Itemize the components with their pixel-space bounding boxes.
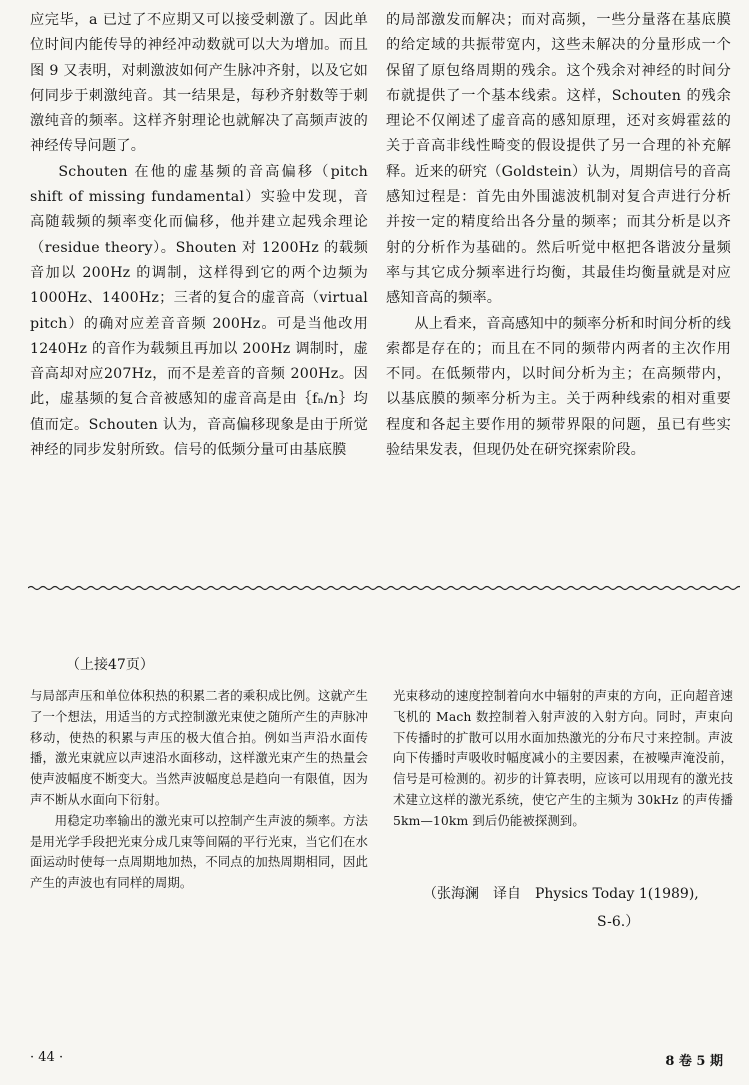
page-number: · 44 · — [30, 1050, 64, 1065]
paragraph: 的局部激发而解决；而对高频，一些分量落在基底膜的给定域的共振带宽内，这些未解决的分量形成一个保留了原包络周期的残余。这个残余对神经的时间分布就提供了一个基本线索。这样，Schouten 的残余理论不仅阐述了虚音高的感知原理，还对亥姆霍兹的关于音高非线性畸变的假设提供了另一合理的补充解释。近来的研究（Goldstein）认为，周期信号的音高感知过程是：首先由外围滤波机制对复合声进行分析并按一定的精度给出各分量的频率；而其分析是以齐射的分析作为基础的。然后听觉中枢把各谐波分量频率与其它成分频率进行均衡，其最佳均衡量就是对应感知音高的频率。 — [386, 12, 731, 307]
upper-left-column — [30, 8, 368, 463]
paragraph: 与局部声压和单位体积热的积累二者的乘积成比例。这就产生了一个想法，用适当的方式控制激光束使之随所产生的声脉冲移动，使热的积累与声压的极大值合拍。例如当声沿水面传播，激光束就应以声速沿水面移动，这样激光束产生的热量会使声波幅度不断变大。当然声波幅度总是趋向一有限值，因为声不断从水面向下衍射。 — [30, 688, 368, 807]
issue-label: 8 卷 5 期 — [665, 1054, 723, 1069]
lower-right-column — [393, 686, 733, 832]
paragraph: Schouten 在他的虚基频的音高偏移（pitch shift of missing fundamental）实验中发现，音高随载频的频率变化而偏移，他并建立起残余理论（residue theory）。Shouten 对 1200Hz 的载频音加以 200Hz 的调制，这样得到它的两个边频为 1000Hz、1400Hz；三者的复合的虚音高（virtual pitch）的确对应差音音频 200Hz。可是当他改用 1240Hz 的音作为载频且再加以 200Hz 调制时，虚音高却对应207Hz，而不是差音的音频 200Hz。因此，虚基频的复合音被感知的虚音高是由｛fₙ/n｝均值而定。Schouten 认为，音高偏移现象是由于所觉神经的同步发射所致。信号的低频分量可由基底膜 — [30, 163, 368, 459]
credit-line: S-6.） — [597, 914, 640, 930]
wavy-divider — [28, 576, 740, 600]
paragraph: 从上看来，音高感知中的频率分析和时间分析的线索都是存在的；而且在不同的频带内两者的主次作用不同。在低频带内，以时间分析为主；在高频带内，以基底膜的频率分析为主。关于两种线索的相对重要程度和各起主要作用的频带界限的问题，虽已有些实验结果发表，但现仍处在研究探索阶段。 — [386, 315, 731, 459]
continued-note: （上接47页） — [66, 657, 154, 673]
credit-line: （张海澜 译自 Physics Today 1(1989), — [423, 886, 699, 902]
upper-right-column — [386, 8, 731, 463]
lower-left-column — [30, 686, 368, 894]
paragraph: 光束移动的速度控制着向水中辐射的声束的方向，正向超音速飞机的 Mach 数控制着入射声波的入射方向。同时，声束向下传播时的扩散可以用水面加热激光的分布尺寸来控制。声波向下传播时声吸收时幅度减小的主要因素，在被噪声淹没前，信号是可检测的。初步的计算表明，应该可以用现有的激光技术建立这样的激光系统，使它产生的主频为 30kHz 的声传播 5km—10km 到后仍能被探测到。 — [393, 688, 733, 828]
paragraph: 用稳定功率输出的激光束可以控制产生声波的频率。方法是用光学手段把光束分成几束等间隔的平行光束，当它们在水面运动时使每一点周期地加热，不同点的加热周期相同，因此产生的声波也有同样的周期。 — [30, 812, 368, 891]
paragraph: 应完毕，a 已过了不应期又可以接受刺激了。因此单位时间内能传导的神经冲动数就可以大为增加。而且图 9 又表明，对刺激波如何产生脉冲齐射，以及它如何同步于刺激纯音。其一结果是，每秒齐射数等于刺激纯音的频率。这样齐射理论也就解决了高频声波的神经传导问题了。 — [30, 12, 368, 155]
